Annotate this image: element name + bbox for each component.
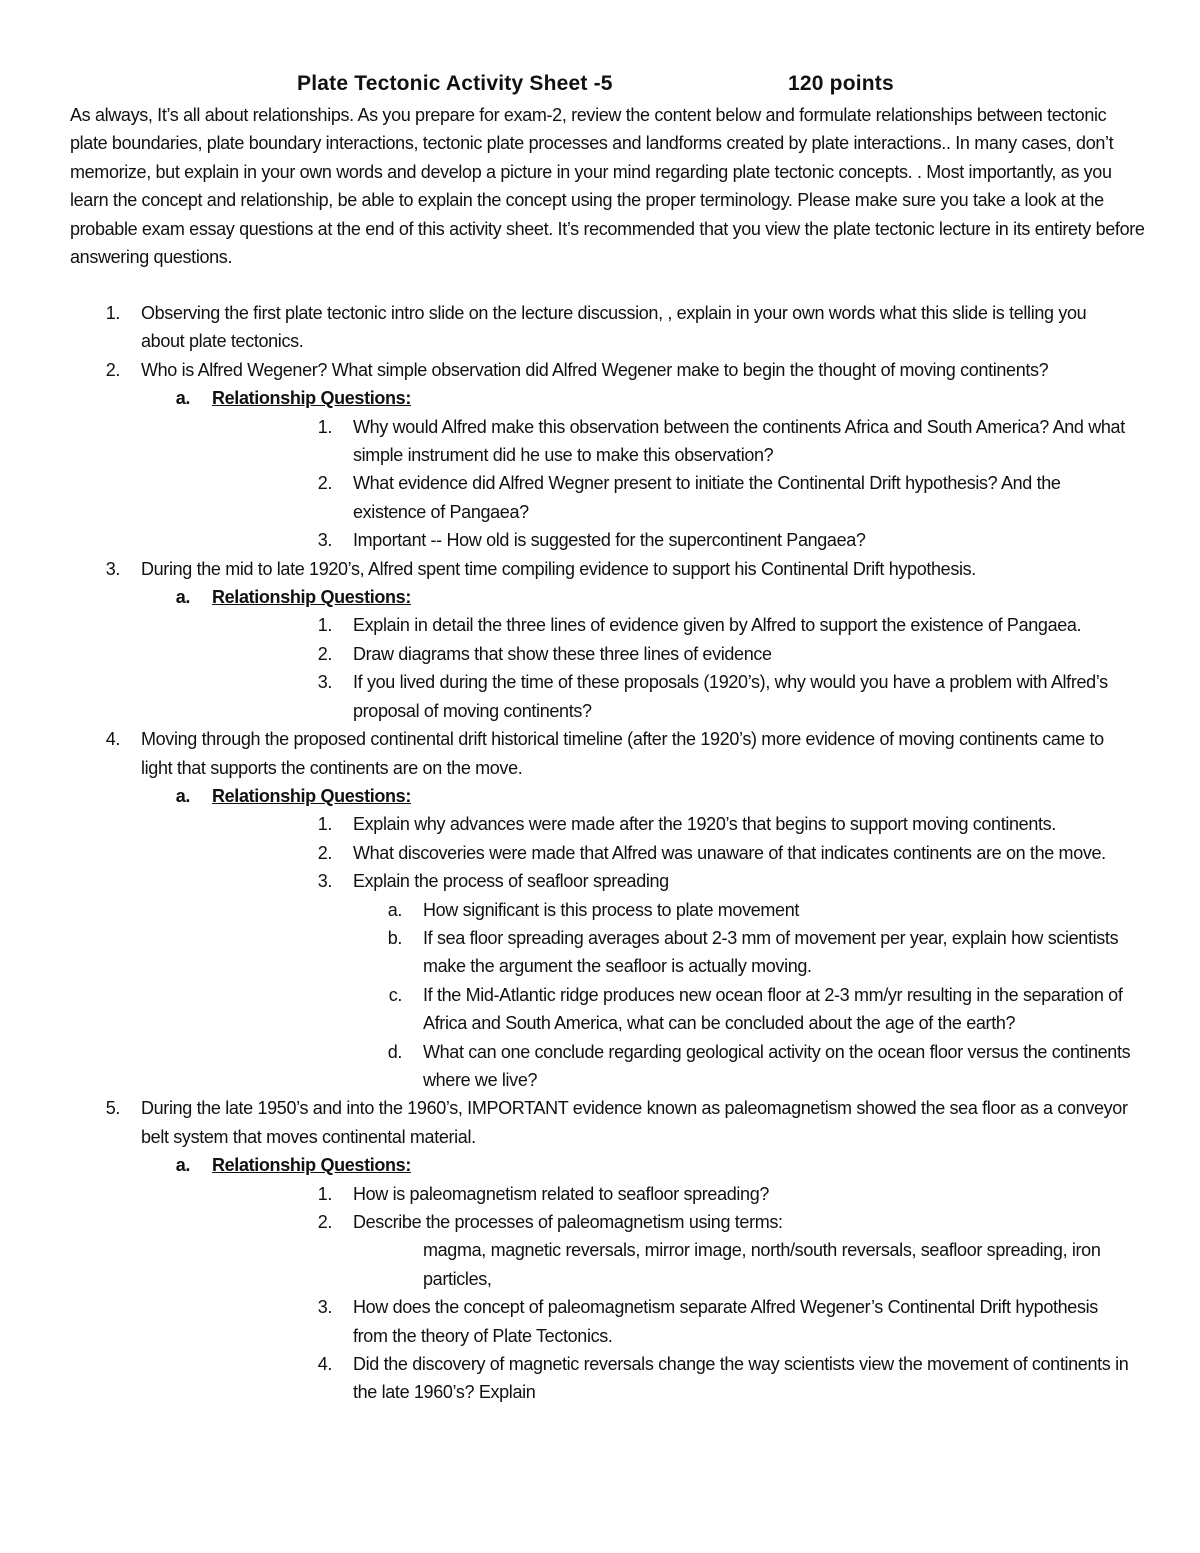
relationship-question (0, 640, 1200, 668)
question-list (0, 299, 1200, 1407)
relationship-question (0, 839, 1200, 867)
item-number: 3. (317, 871, 332, 892)
item-text: Describe the processes of paleomagnetism using terms: (353, 1212, 783, 1232)
sub-question-text: If the Mid-Atlantic ridge produces new ocean floor at 2-3 mm/yr resulting in the separation of Africa and South America, what can be concluded about the age of the earth? (423, 984, 1123, 1034)
item-text: Important -- How old is suggested for the supercontinent Pangaea? (353, 530, 866, 551)
relationship-question (0, 611, 1200, 639)
question-number: 5. (105, 1098, 120, 1119)
item-text: What discoveries were made that Alfred was unaware of that indicates continents are on the move. (353, 842, 1106, 863)
item-text: If you lived during the time of these proposals (1920’s), why would you have a problem with Alfred’s proposal of moving continents? (353, 672, 1108, 721)
sub-question-text: If sea floor spreading averages about 2-3 mm of movement per year, explain how scientists make the argument the seafloor is actually moving. (423, 927, 1119, 977)
sheet-title: Plate Tectonic Activity Sheet -5 (297, 72, 613, 95)
sub-question-text: How significant is this process to plate movement (423, 899, 800, 920)
sub-letter: a. (175, 388, 190, 409)
item-number: 1. (317, 615, 332, 636)
question-text: Observing the first plate tectonic intro slide on the lecture discussion, , explain in your own words what this slide is telling you about plate tectonics. (141, 303, 1087, 352)
item-text: How does the concept of paleomagnetism separate Alfred Wegener’s Continental Drift hypothesis from the theory of Plate Tectonics. (353, 1297, 1098, 1346)
relationship-question (0, 526, 1200, 554)
sub-question-letter: b. (387, 927, 402, 948)
sub-label: Relationship Questions: (212, 1155, 411, 1176)
terms-list: magma, magnetic reversals, mirror image, north/south reversals, seafloor spreading, iron particles, (423, 1240, 1101, 1289)
sub-question-letter: d. (387, 1041, 402, 1062)
relationship-question (0, 413, 1200, 470)
item-text: Explain the process of seafloor spreading (353, 871, 669, 892)
sub-question-letter: c. (388, 984, 402, 1005)
sub-question (0, 896, 1200, 924)
item-text: How is paleomagnetism related to seafloor spreading? (353, 1183, 770, 1204)
sub-question (0, 1038, 1200, 1095)
question-3 (0, 555, 1200, 583)
item-text: Draw diagrams that show these three lines of evidence (353, 643, 772, 664)
item-text: Why would Alfred make this observation between the continents Africa and South America? And what simple instrument did he use to make this observation? (353, 416, 1125, 466)
question-text: Who is Alfred Wegener? What simple observation did Alfred Wegener make to begin the thought of moving continents? (141, 359, 1049, 380)
sub-label: Relationship Questions: (212, 785, 411, 806)
relationship-question (0, 1350, 1200, 1407)
sub-label: Relationship Questions: (212, 587, 411, 608)
question-1 (0, 299, 1200, 356)
item-number: 1. (317, 814, 332, 835)
sub-letter: a. (175, 785, 190, 806)
relationship-question (0, 1208, 1200, 1236)
item-text: Explain why advances were made after the 1920’s that begins to support moving continents. (353, 814, 1056, 835)
question-number: 2. (105, 359, 120, 380)
item-number: 1. (317, 416, 332, 437)
relationship-questions-heading (0, 384, 1200, 412)
relationship-question (0, 469, 1200, 526)
item-number: 4. (317, 1354, 332, 1375)
sub-letter: a. (175, 587, 190, 608)
relationship-question (0, 668, 1200, 725)
item-text: Did the discovery of magnetic reversals change the way scientists view the movement of continents in the late 1960’s? Explain (353, 1354, 1129, 1403)
relationship-question (0, 867, 1200, 895)
relationship-question (0, 810, 1200, 838)
item-number: 1. (317, 1183, 332, 1204)
sub-letter: a. (175, 1155, 190, 1176)
question-number: 3. (105, 558, 120, 579)
relationship-question (0, 1293, 1200, 1350)
item-number: 2. (317, 643, 332, 664)
question-number: 1. (105, 303, 120, 323)
question-number: 4. (105, 729, 120, 750)
sub-question-text: What can one conclude regarding geological activity on the ocean floor versus the continents where we live? (423, 1041, 1131, 1090)
item-number: 3. (317, 672, 332, 693)
question-text: During the mid to late 1920’s, Alfred spent time compiling evidence to support his Continental Drift hypothesis. (141, 558, 976, 579)
page-title (0, 72, 1200, 102)
item-number: 2. (317, 473, 332, 494)
intro-paragraph: As always, It’s all about relationships. As you prepare for exam-2, review the content below and formulate relationships between tectonic plate boundaries, plate boundary interactions, tectonic plate processes and landforms created by plate interactions.. In many cases, don’t memorize, but explain in your own words and develop a picture in your mind regarding plate tectonic concepts. . Most importantly, as you learn the concept and relationship, be able to explain the concept using the proper terminology. Please make sure you take a look at the probable exam essay questions at the end of this activity sheet. It’s recommended that you view the plate tectonic lecture in its entirety before answering questions. (70, 105, 1145, 268)
question-text: During the late 1950’s and into the 1960’s, IMPORTANT evidence known as paleomagnetism showed the sea floor as a conveyor belt system that moves continental material. (141, 1098, 1128, 1147)
item-number: 3. (317, 530, 332, 551)
question-5 (0, 1094, 1200, 1151)
sub-question-letter: a. (387, 899, 402, 920)
sub-question (0, 981, 1200, 1038)
sub-question (0, 924, 1200, 981)
item-text: What evidence did Alfred Wegner present to initiate the Continental Drift hypothesis? And the existence of Pangaea? (353, 473, 1061, 522)
item-number: 2. (317, 1212, 332, 1232)
item-text: Explain in detail the three lines of evidence given by Alfred to support the existence of Pangaea. (353, 615, 1082, 636)
item-number: 3. (317, 1297, 332, 1318)
relationship-questions-heading (0, 1151, 1200, 1179)
sub-label: Relationship Questions: (212, 388, 411, 409)
question-text: Moving through the proposed continental drift historical timeline (after the 1920’s) more evidence of moving continents came to light that supports the continents are on the move. (141, 729, 1104, 778)
relationship-questions-heading (0, 782, 1200, 810)
relationship-questions-heading (0, 583, 1200, 611)
question-2 (0, 356, 1200, 384)
question-4 (0, 725, 1200, 782)
item-number: 2. (317, 842, 332, 863)
sheet-points: 120 points (788, 72, 894, 95)
relationship-question (0, 1180, 1200, 1208)
